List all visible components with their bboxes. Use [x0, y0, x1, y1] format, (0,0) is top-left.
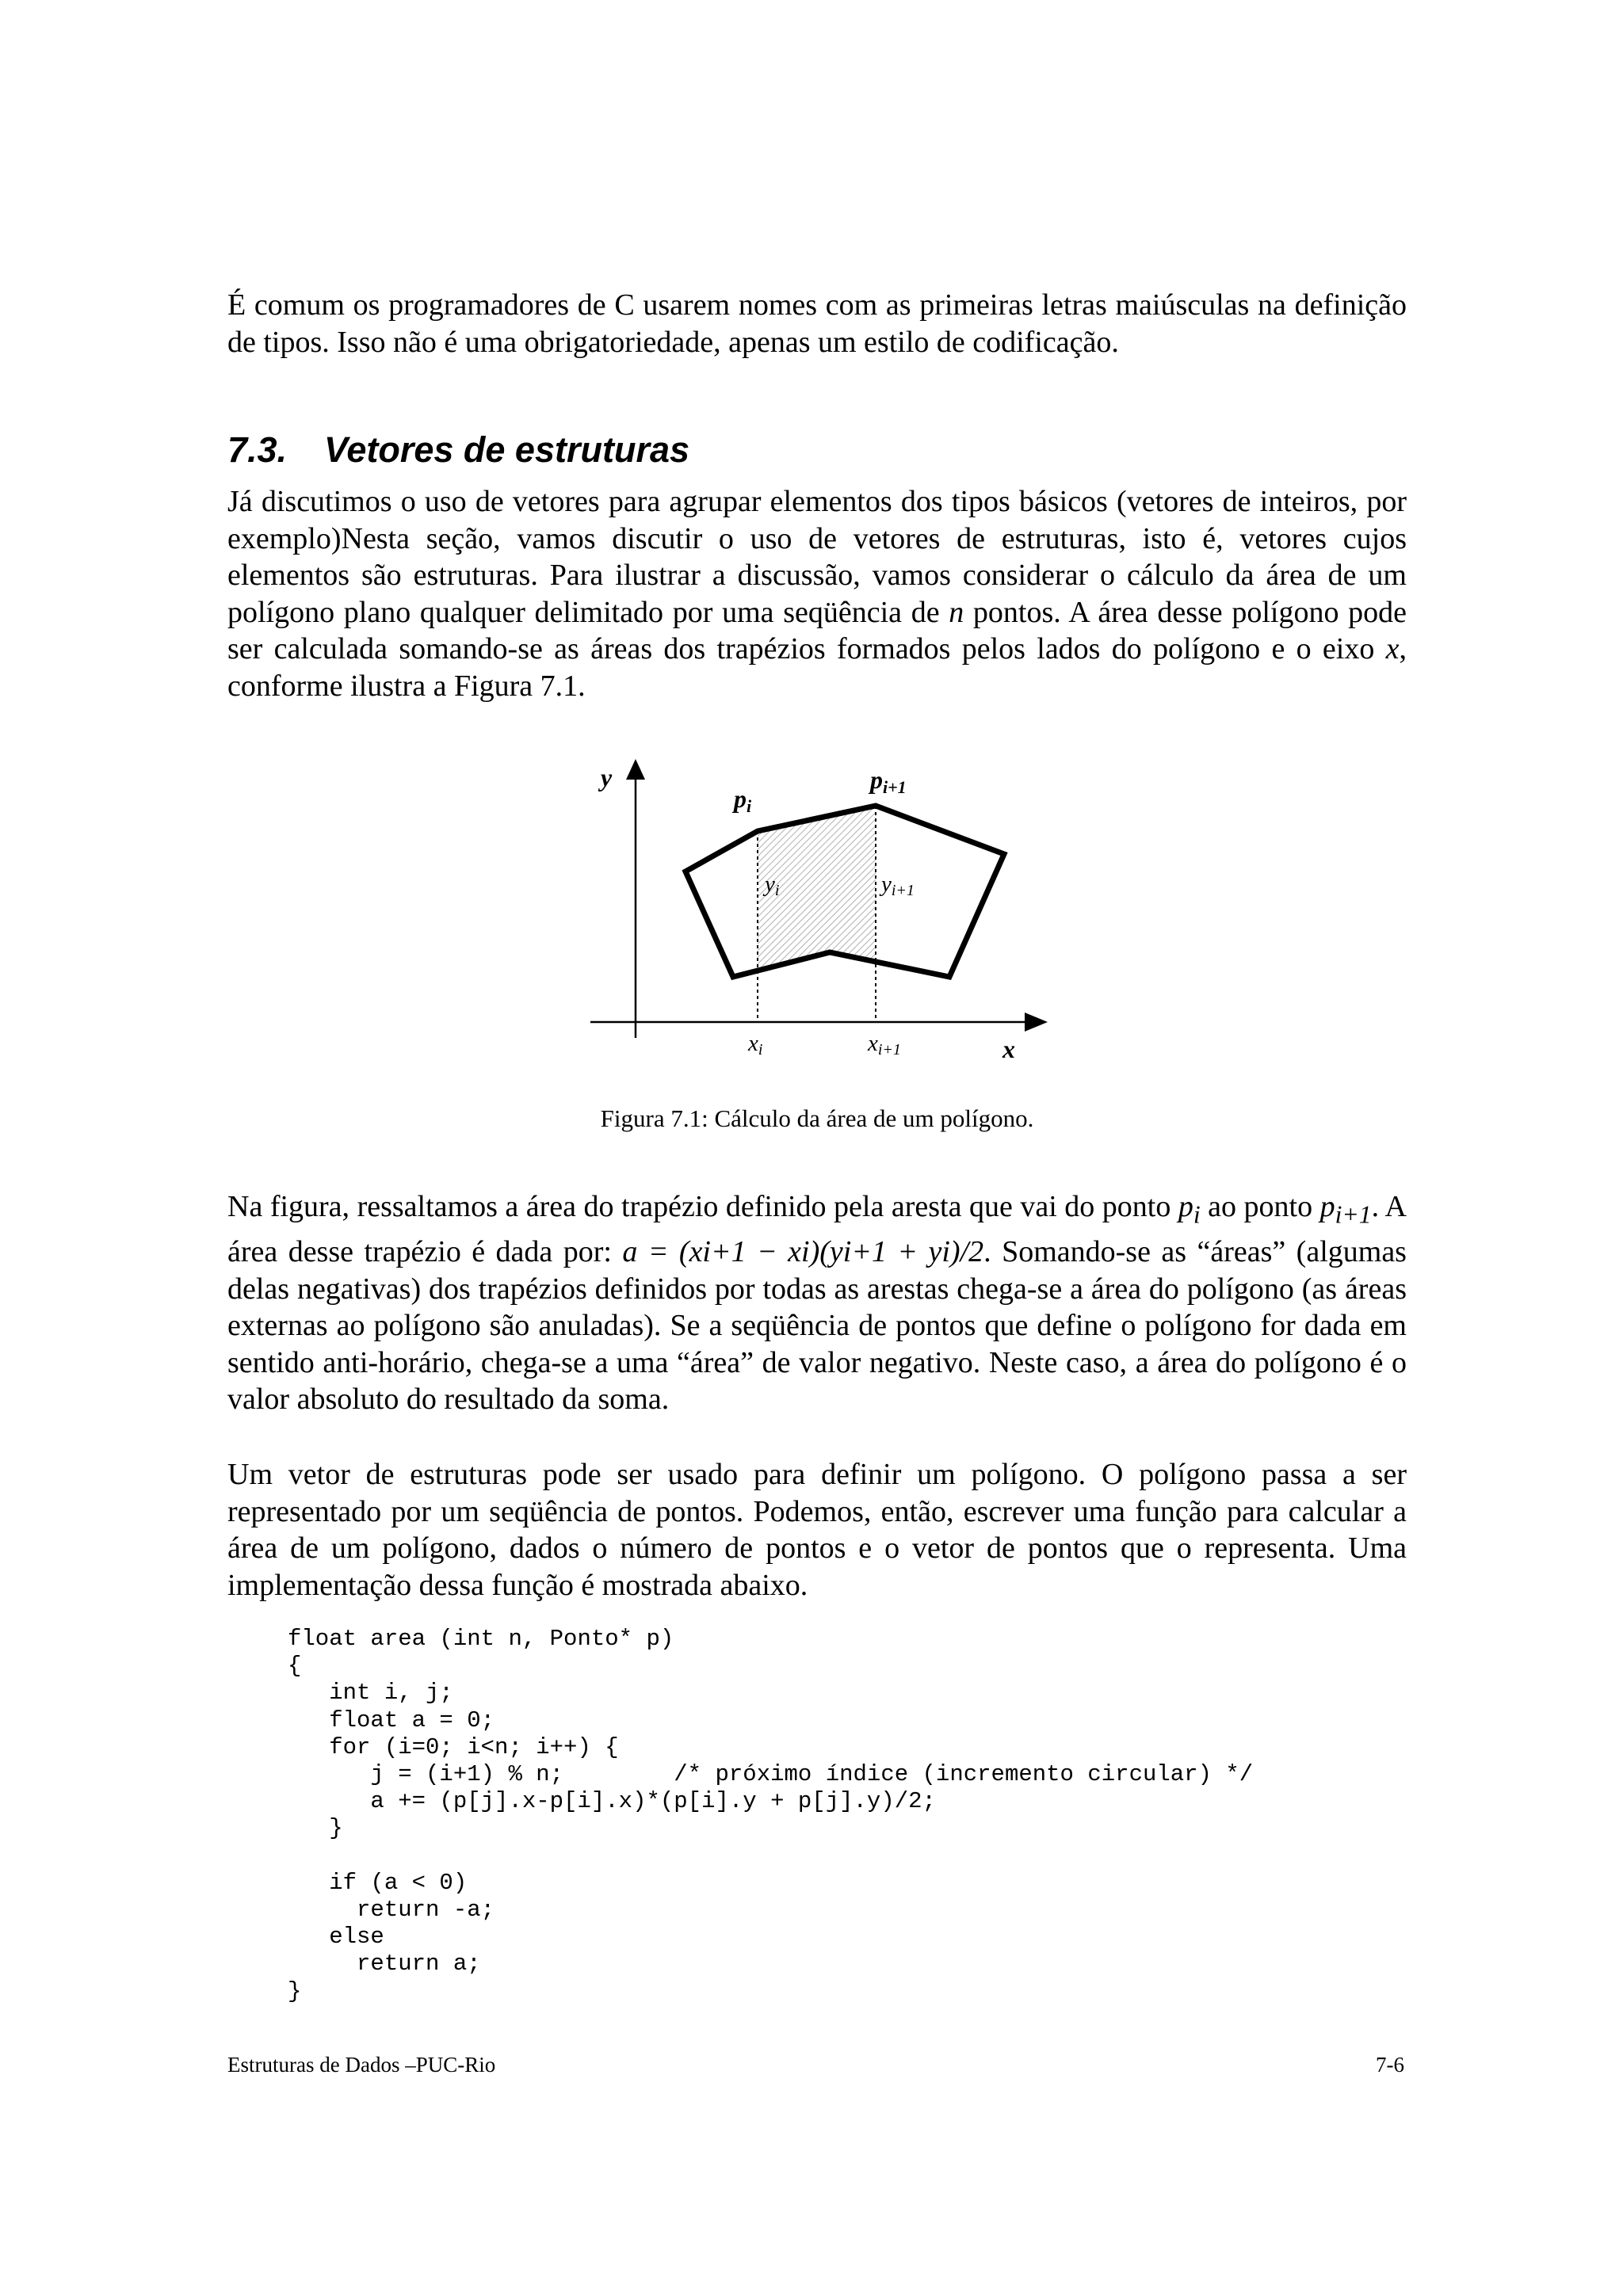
yi1-label: yi+1	[881, 871, 915, 899]
xi1-label: xi+1	[868, 1031, 901, 1058]
yi-label: yi	[765, 871, 780, 899]
y-axis-arrow	[626, 759, 645, 780]
section-heading	[227, 426, 689, 474]
xi-label: xi	[748, 1031, 763, 1058]
footer-course-name: Estruturas de Dados –PUC-Rio	[227, 2053, 496, 2077]
footer-page-number: 7-6	[1376, 2053, 1404, 2077]
section-paragraph: Já discutimos o uso de vetores para agrupar elementos dos tipos básicos (vetores de inteiros, por exemplo)Nesta seção, vamos discutir o uso de vetores de estruturas, isto é, vetores cujos elementos são estruturas. Para ilustrar a discussão, vamos considerar o cálculo da área de um polígono plano qualquer delimitado por uma seqüência de n pontos. A área desse polígono pode ser calculada somando-se as áreas dos trapézios formados pelos lados do polígono e o eixo x, conforme ilustra a Figura 7.1.	[227, 485, 1407, 703]
section-number: 7.3.	[227, 429, 288, 470]
x-axis-arrow	[1025, 1013, 1048, 1032]
figure-caption: Figura 7.1: Cálculo da área de um polígono.	[600, 1104, 1034, 1132]
section-title: Vetores de estruturas	[324, 429, 690, 470]
point-pi1-label: pi+1	[870, 765, 907, 797]
y-axis-label: y	[601, 763, 613, 791]
polygon-area-figure	[579, 753, 1054, 1070]
figure-explanation-paragraph: Na figura, ressaltamos a área do trapézio definido pela aresta que vai do ponto $p_i$ ao ponto $p_{i+1}$. A área desse trapézio é dada por: a = (xi+1 − xi)(yi+1 + yi)/2. Somando-se as “áreas” (algumas delas negativas) dos trapézios definidos por todas as arestas chega-se a área do polígono (as áreas externas ao polígono são anuladas). Se a seqüência de pontos que define o polígono for dada em sentido anti-horário, chega-se a uma “área” de valor negativo. Neste caso, a área do polígono é o valor absoluto do resultado da soma.	[227, 1190, 1407, 1417]
area-function-code: float area (int n, Ponto* p) { int i, j; float a = 0; for (i=0; i<n; i++) { j = (i+1) % n; /* próximo índice (incremento circular) */ a += (p[j].x-p[i].x)*(p[i].y + p[j].y)/2; } if (a < 0) return -a; else return a; }	[288, 1626, 1254, 2004]
struct-vector-paragraph: Um vetor de estruturas pode ser usado para definir um polígono. O polígono passa a ser representado por um seqüência de pontos. Podemos, então, escrever uma função para calcular a área de um polígono, dados o número de pontos e o vetor de pontos que o representa. Uma implementação dessa função é mostrada abaixo.	[227, 1458, 1407, 1602]
x-axis-label: x	[1002, 1035, 1015, 1063]
point-pi-label: pi	[734, 784, 752, 816]
trapezoid-area-formula: a = (xi+1 − xi)(yi+1 + yi)/2	[622, 1235, 984, 1269]
intro-paragraph: É comum os programadores de C usarem nomes com as primeiras letras maiúsculas na definição de tipos. Isso não é uma obrigatoriedade, apenas um estilo de codificação.	[227, 288, 1407, 359]
